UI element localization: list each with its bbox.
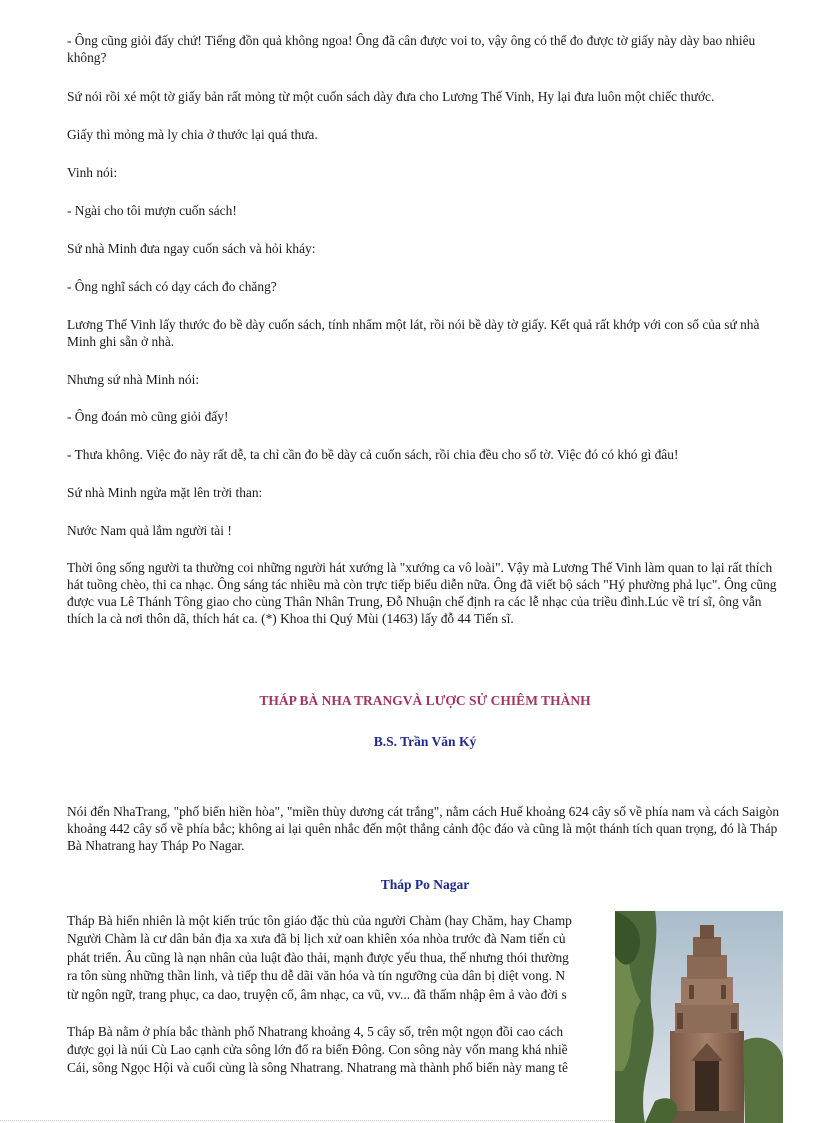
paragraph: - Thưa không. Việc đo này rất dễ, ta chỉ cần đo bề dày cả cuốn sách, rồi chia đều cho số tờ. Việc đó có khó gì đâu! <box>67 447 679 462</box>
text-line: Tháp Bà nằm ở phía bắc thành phố Nhatrang khoảng 4, 5 cây số, trên một ngọn đồi cao cách <box>67 1024 564 1039</box>
text-line: phát triển. Âu cũng là nạn nhân của luật đào thải, mạnh được yếu thua, thế nhưng thói thường <box>67 950 569 965</box>
paragraph: Thời ông sống người ta thường coi những người hát xướng là "xướng ca vô loài". Vậy mà Lương Thế Vinh làm quan to lại rất thích hát tuồng chèo, thi ca nhạc. Ông sáng tác nhiều mà còn trực tiếp biểu diễn nữa. Ông đã viết bộ sách "Hý phường phả lục". Ông cũng được vua Lê Thánh Tông giao cho cùng Thân Nhân Trung, Đỗ Nhuận chế định ra các lễ nhạc của triều đình.Lúc về trí sĩ, ông vẫn thích la cà nơi thôn dã, thích hát ca. (*) Khoa thi Quý Mùi (1463) lấy đỗ 44 Tiến sĩ. <box>67 560 777 626</box>
po-nagar-tower-photo <box>615 911 783 1123</box>
text-line: Người Chàm là cư dân bản địa xa xưa đã bị lịch xử oan khiên xóa nhòa trước đà Nam tiến củ <box>67 931 566 946</box>
paragraph: - Ông đoán mò cũng giỏi đấy! <box>67 409 229 424</box>
paragraph: Nhưng sứ nhà Minh nói: <box>67 372 200 387</box>
paragraph: - Ông cũng giỏi đấy chứ! Tiếng đồn quả không ngoa! Ông đã cân được voi to, vậy ông có thể đo được tờ giấy này dày bao nhiêu không? <box>67 33 756 65</box>
paragraph: Nước Nam quả lắm người tài ! <box>67 523 232 538</box>
intro-paragraph: Nói đến NhaTrang, "phố biển hiền hòa", "miền thùy dương cát trắng", nằm cách Huế khoảng 624 cây số về phía nam và cách Saigòn khoảng 442 cây số về phía bắc; không ai lại quên nhắc đến một thắng cảnh độc đáo và cũng là một thánh tích quan trọng, đó là Tháp Bà Nhatrang hay Tháp Po Nagar. <box>67 804 780 853</box>
text-line: Tháp Bà hiển nhiên là một kiến trúc tôn giáo đặc thù của người Chàm (hay Chăm, hay Champ <box>67 913 572 928</box>
tower-photo-illustration <box>615 911 783 1123</box>
paragraph: Vinh nói: <box>67 165 118 180</box>
article-author: B.S. Trần Văn Ký <box>373 734 477 749</box>
text-line: Cái, sông Ngọc Hội và cuối cùng là sông Nhatrang. Nhatrang mà thành phố biển này mang tê <box>67 1060 568 1075</box>
paragraph: - Ông nghĩ sách có dạy cách đo chăng? <box>67 279 277 294</box>
page-break-rule <box>0 1120 615 1121</box>
paragraph: Sứ nói rồi xé một tờ giấy bản rất mỏng từ một cuốn sách dày đưa cho Lương Thế Vinh, Hy lại đưa luôn một chiếc thước. <box>67 89 715 104</box>
section-heading: Tháp Po Nagar <box>380 877 470 892</box>
article-title: THÁP BÀ NHA TRANGVÀ LƯỢC SỬ CHIÊM THÀNH <box>259 693 591 708</box>
paragraph: Giấy thì mỏng mà ly chia ở thước lại quá thưa. <box>67 127 318 142</box>
paragraph: - Ngài cho tôi mượn cuốn sách! <box>67 203 237 218</box>
paragraph: Sứ nhà Minh ngửa mặt lên trời than: <box>67 485 263 500</box>
paragraph: Lương Thế Vinh lấy thước đo bề dày cuốn sách, tính nhẩm một lát, rồi nói bề dày tờ giấy. Kết quả rất khớp với con số của sứ nhà Minh ghi sẵn ở nhà. <box>67 317 760 349</box>
paragraph: Sứ nhà Minh đưa ngay cuốn sách và hỏi kháy: <box>67 241 316 256</box>
text-line: được gọi là núi Cù Lao cạnh cửa sông lớn đổ ra biển Đông. Con sông này vốn mang khá nhiề <box>67 1042 568 1057</box>
text-line: ra tôn sùng những thần linh, và tiếp thu dễ dãi văn hóa và tín ngưỡng của dân bị diệt vong. N <box>67 968 565 983</box>
text-line: từ ngôn ngữ, trang phục, ca dao, truyện cổ, âm nhạc, ca vũ, vv... đã thấm nhập êm ả vào đời s <box>67 987 567 1002</box>
